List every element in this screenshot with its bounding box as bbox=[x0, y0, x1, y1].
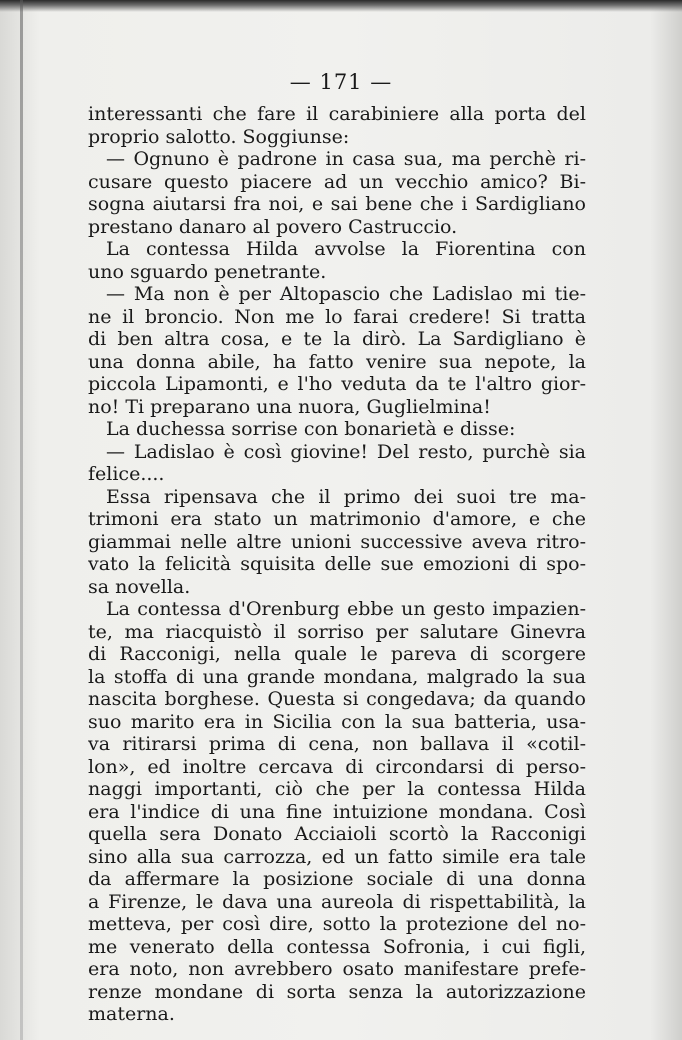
text-line: materna. bbox=[88, 1003, 175, 1025]
text-line: la stoffa di una grande mondana, malgrado la sua bbox=[88, 665, 586, 688]
page-top-shadow bbox=[0, 0, 682, 12]
text-line: nascita borghese. Questa si congedava; da quando bbox=[88, 688, 586, 710]
text-line: cusare questo piacere ad un vecchio amico? Bi- bbox=[88, 170, 586, 193]
text-line: da affermare la posizione sociale di una donna bbox=[88, 868, 586, 890]
text-line: — Ognuno è padrone in casa sua, ma perchè ri- bbox=[106, 148, 586, 170]
text-line: sa novella. bbox=[88, 575, 191, 598]
text-line: vato la felicità squisita delle sue emozioni di spo- bbox=[88, 553, 586, 575]
text-line: La contessa d'Orenburg ebbe un gesto impazien- bbox=[106, 598, 586, 620]
text-line: — Ma non è per Altopascio che Ladislao mi tie- bbox=[106, 283, 586, 305]
text-line: sogna aiutarsi fra noi, e sai bene che i Sardigliano bbox=[88, 193, 586, 215]
text-line: no! Ti preparano una nuora, Guglielmina! bbox=[88, 395, 491, 418]
text-line: a Firenze, le dava una aureola di rispettabilità, la bbox=[88, 890, 586, 913]
text-line: giammai nelle altre unioni successive aveva ritro- bbox=[88, 530, 586, 553]
text-line: proprio salotto. Soggiunse: bbox=[88, 125, 350, 148]
text-line: Essa ripensava che il primo dei suoi tre ma- bbox=[106, 485, 586, 508]
text-line: ne il broncio. Non me lo farai credere! Si tratta bbox=[88, 305, 586, 328]
text-line: felice.... bbox=[88, 463, 165, 485]
text-line: una donna abile, ha fatto venire sua nepote, la bbox=[88, 350, 586, 373]
text-line: te, ma riacquistò il sorriso per salutare Ginevra bbox=[88, 620, 586, 643]
page-number: — 171 — bbox=[289, 70, 393, 94]
text-line: lon», ed inoltre cercava di circondarsi di perso- bbox=[88, 755, 586, 778]
text-line: era l'indice di una fine intuizione mondana. Così bbox=[88, 800, 586, 823]
text-line: metteva, per così dire, sotto la protezione del no- bbox=[88, 913, 586, 935]
text-line: renze mondane di sorta senza la autorizzazione bbox=[88, 980, 586, 1003]
text-line: piccola Lipamonti, e l'ho veduta da te l'altro gior- bbox=[88, 373, 586, 395]
text-line: La contessa Hilda avvolse la Fiorentina con bbox=[106, 238, 586, 260]
text-line: La duchessa sorrise con bonarietà e disse: bbox=[106, 418, 516, 440]
text-line: prestano danaro al povero Castruccio. bbox=[88, 215, 458, 238]
body-text bbox=[88, 103, 586, 1026]
text-line: interessanti che fare il carabiniere alla porta del bbox=[88, 103, 586, 125]
text-line: trimoni era stato un matrimonio d'amore, e che bbox=[88, 508, 586, 530]
binding-gutter bbox=[20, 0, 23, 1040]
text-line: suo marito era in Sicilia con la sua batteria, usa- bbox=[88, 710, 586, 733]
text-line: me venerato della contessa Sofronia, i cui figli, bbox=[88, 935, 586, 958]
text-line: sino alla sua carrozza, ed un fatto simile era tale bbox=[88, 845, 586, 868]
text-line: di Racconigi, nella quale le pareva di scorgere bbox=[88, 643, 586, 665]
text-line: naggi importanti, ciò che per la contessa Hilda bbox=[88, 778, 586, 800]
text-line: di ben altra cosa, e te la dirò. La Sardigliano è bbox=[88, 328, 586, 350]
text-line: quella sera Donato Acciaioli scortò la Racconigi bbox=[88, 823, 586, 845]
text-line: uno sguardo penetrante. bbox=[88, 260, 327, 283]
text-line: — Ladislao è così giovine! Del resto, purchè sia bbox=[106, 440, 586, 463]
text-line: era noto, non avrebbero osato manifestare prefe- bbox=[88, 958, 586, 980]
text-line: va ritirarsi prima di cena, non ballava il «cotil- bbox=[88, 733, 586, 755]
